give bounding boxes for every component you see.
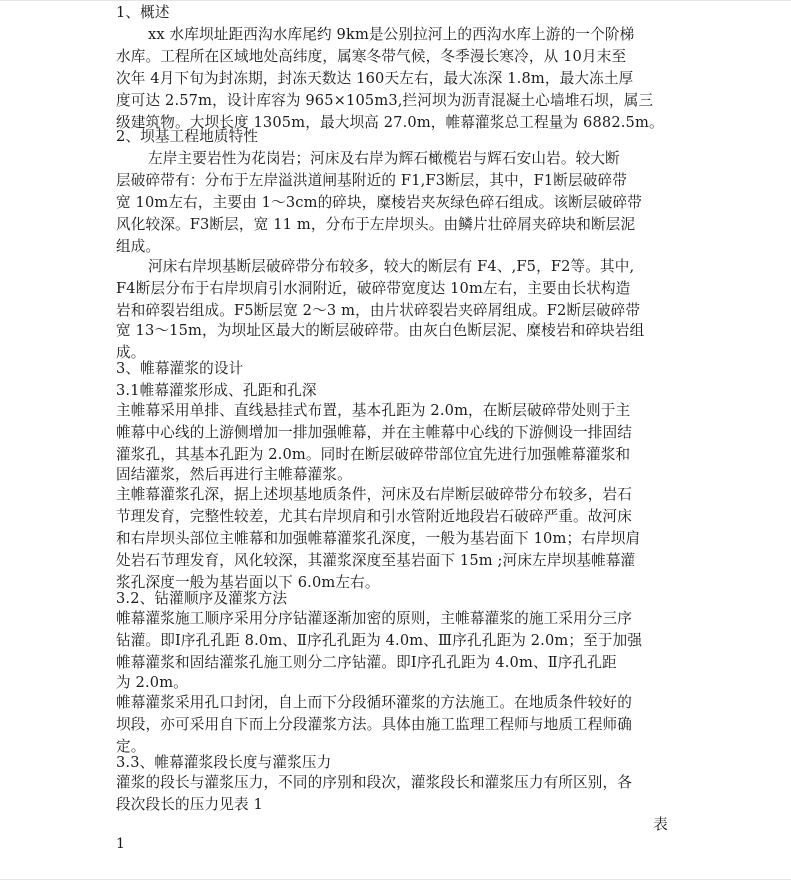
table-caption: 表: [653, 816, 668, 833]
paragraph-line: 帷幕中心线的上游侧增加一排加强帷幕，并在主帷幕中心线的下游侧设一排固结: [116, 424, 633, 441]
paragraph-line: 节理发育，完整性较差，尤其右岸坝肩和引水管附近地段岩石破碎严重。故河床: [116, 508, 633, 525]
paragraph-line: 成。: [116, 344, 146, 361]
paragraph-line: 帷幕灌浆采用孔口封闭，自上而下分段循环灌浆的方法施工。在地质条件较好的: [116, 694, 633, 711]
paragraph-line: 左岸主要岩性为花岗岩；河床及右岸为辉石橄榄岩与辉石安山岩。较大断: [148, 150, 620, 167]
heading-3-2: 3.2、钻灌顺序及灌浆方法: [116, 590, 288, 607]
paragraph-line: 风化较深。F3断层，宽 11 m，分布于左岸坝头。由鳞片壮碎屑夹碎块和断层泥: [116, 216, 636, 233]
paragraph-line: 固结灌浆，然后再进行主帷幕灌浆。: [116, 466, 352, 483]
paragraph-line: 主帷幕采用单排、直线悬挂式布置，基本孔距为 2.0m，在断层破碎带处则于主: [116, 402, 631, 419]
paragraph-line: 宽 10m左右，主要由 1～3cm的碎块，糜棱岩夹灰绿色碎石组成。该断层破碎带: [116, 194, 642, 211]
paragraph-line: 段次段长的压力见表 1: [116, 796, 263, 813]
paragraph-line: xx 水库坝址距西沟水库尾约 9km是公别拉河上的西沟水库上游的一个阶梯: [148, 26, 635, 43]
paragraph-line: 次年 4月下旬为封冻期，封冻天数达 160天左右，最大冻深 1.8m，最大冻土厚: [116, 70, 634, 87]
paragraph-line: 主帷幕灌浆孔深，据上述坝基地质条件，河床及右岸断层破碎带分布较多，岩石: [116, 486, 633, 503]
paragraph-line: 层破碎带有：分布于左岸溢洪道闸基附近的 F1,F3断层，其中，F1断层破碎带: [116, 172, 628, 189]
paragraph-line: 帷幕灌浆施工顺序采用分序钻灌逐渐加密的原则，主帷幕灌浆的施工采用分三序: [116, 610, 633, 627]
paragraph-line: 浆孔深度一般为基岩面以下 6.0m左右。: [116, 574, 380, 591]
paragraph-line: 定。: [116, 738, 146, 755]
paragraph-line: 岩和碎裂岩组成。F5断层宽 2～3 m，由片状碎裂岩夹碎屑组成。F2断层破碎带: [116, 302, 641, 319]
paragraph-line: 水库。工程所在区域地处高纬度，属寒冬带气候，冬季漫长寒冷，从 10月末至: [116, 48, 627, 65]
paragraph-line: 灌浆的段长与灌浆压力，不同的序别和段次，灌浆段长和灌浆压力有所区别，各: [116, 774, 633, 791]
paragraph-line: 宽 13～15m，为坝址区最大的断层破碎带。由灰白色断层泥、糜棱岩和碎块岩组: [116, 322, 645, 339]
paragraph-line: 河床右岸坝基断层破碎带分布较多，较大的断层有 F4、,F5，F2等。其中,: [148, 258, 635, 275]
paragraph-line: 钻灌。即Ⅰ序孔孔距 8.0m、Ⅱ序孔孔距为 4.0m、Ⅲ序孔孔距为 2.0m；至于加强: [116, 632, 643, 649]
heading-3-3: 3.3、帷幕灌浆段长度与灌浆压力: [116, 754, 332, 771]
heading-3-1: 3.1帷幕灌浆形成、孔距和孔深: [116, 382, 317, 399]
heading-geology: 2、坝基工程地质特性: [116, 128, 259, 145]
paragraph-line: 灌浆孔，其基本孔距为 2.0m。同时在断层破碎带部位宜先进行加强帷幕灌浆和: [116, 446, 631, 463]
paragraph-line: 为 2.0m。: [116, 674, 188, 691]
paragraph-line: 坝段，亦可采用自下而上分段灌浆方法。具体由施工监理工程师与地质工程师确: [116, 716, 633, 733]
heading-overview: 1、概述: [116, 4, 170, 21]
heading-curtain-grouting-design: 3、帷幕灌浆的设计: [116, 360, 244, 377]
paragraph-line: 级建筑物。大坝长度 1305m，最大坝高 27.0m，帷幕灌浆总工程量为 6882.5m。: [116, 114, 664, 131]
paragraph-line: 度可达 2.57m，设计库容为 965×105m3,拦河坝为沥青混凝土心墙堆石坝，属三: [116, 92, 654, 109]
paragraph-line: 帷幕灌浆和固结灌浆孔施工则分二序钻灌。即Ⅰ序孔孔距为 4.0m、Ⅱ序孔孔距: [116, 654, 617, 671]
paragraph-line: 和右岸坝头部位主帷幕和加强帷幕灌浆孔深度，一般为基岩面下 10m；右岸坝肩: [116, 530, 641, 547]
paragraph-line: F4断层分布于右岸坝肩引水洞附近，破碎带宽度达 10m左右，主要由长状构造: [116, 280, 631, 297]
page-number: 1: [116, 836, 125, 852]
paragraph-line: 组成。: [116, 238, 161, 255]
top-divider: [0, 0, 791, 1]
paragraph-line: 处岩石节理发育，风化较深，其灌浆深度至基岩面下 15m ;河床左岸坝基帷幕灌: [116, 552, 636, 569]
